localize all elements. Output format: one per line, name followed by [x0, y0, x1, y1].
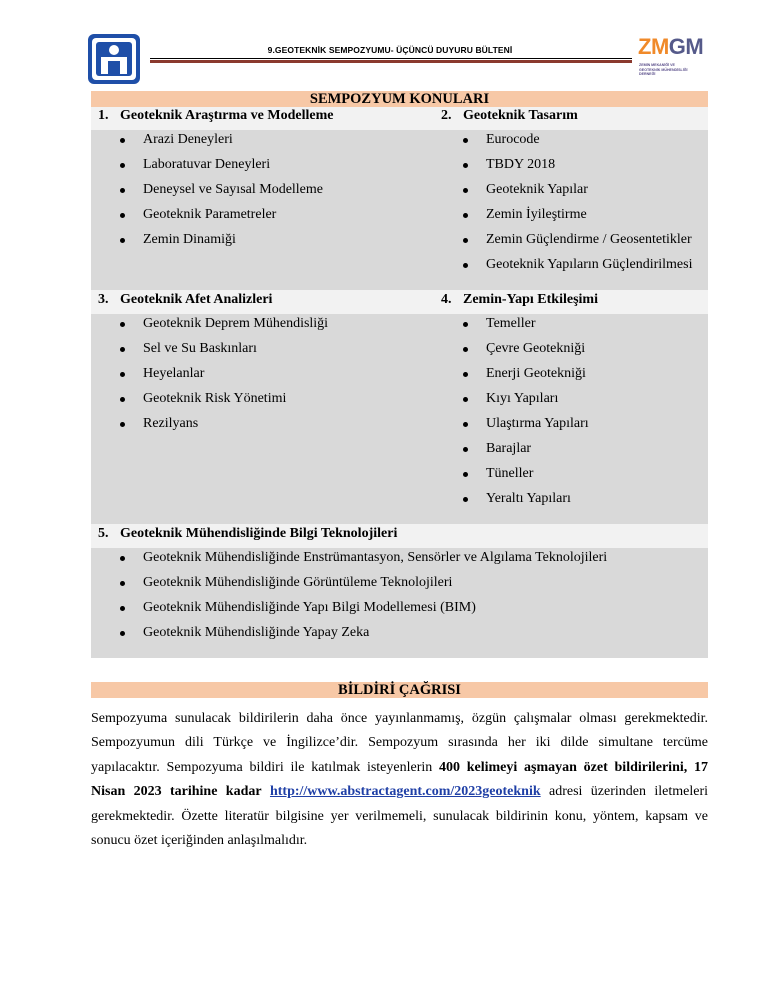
topic-item: Arazi Deneyleri [143, 132, 233, 148]
topic-item: Sel ve Su Baskınları [143, 341, 257, 357]
topic-item: Rezilyans [143, 416, 198, 432]
topic-item: Ulaştırma Yapıları [486, 416, 589, 432]
call-paragraph: Sempozyuma sunulacak bildirilerin daha önce yayınlanmamış, özgün çalışmalar olması gerekmektedir. Sempozyumun dili Türkçe ve İngilizce’dir. Sempozyum sırasında her iki dilde simultane tercüme yapılacaktır. Sempozyuma bildiri ile katılmak isteyenlerin 400 kelimeyi aşmayan özet bildirilerini, 17 Nisan 2023 tarihine kadar http://www.abstractagent.com/2023geoteknik adresi üzerinden iletmeleri gerekmektedir. Özette literatür bilgisine yer verilmemeli, sunulacak bildirinin konu, yöntem, kapsam ve sonucu özet içeriğinden anlaşılmalıdır. [91, 711, 709, 849]
deadline-text: 400 kelimeyi aşmayan özet bildirilerini, 17 Nisan 2023 tarihine kadar [91, 759, 708, 800]
zmgm-tagline: ZEMİN MEKANİĞİ VE GEOTEKNİK MÜHENDİSLİĞİ DERNEĞİ [639, 63, 688, 77]
topic-item: TBDY 2018 [486, 157, 555, 173]
bulletin-title: 9.GEOTEKNİK SEMPOZYUMU- ÜÇÜNCÜ DUYURU BÜLTENİ [267, 45, 513, 55]
topic-heading: 2. Geoteknik Tasarım [441, 108, 578, 123]
topic-heading: 4. Zemin-Yapı Etkileşimi [441, 292, 598, 307]
ibb-logo [87, 33, 141, 85]
zmgm-logo: ZMGM ZEMİN MEKANİĞİ VE GEOTEKNİK MÜHENDİSLİĞİ DERNEĞİ [638, 36, 716, 88]
topic-item: Enerji Geotekniği [486, 366, 586, 382]
topic-item: Geoteknik Deprem Mühendisliği [143, 316, 328, 332]
topic-item: Tüneller [486, 466, 533, 482]
topic-heading: 5. Geoteknik Mühendisliğinde Bilgi Teknolojileri [98, 526, 398, 541]
topic-item: Geoteknik Mühendisliğinde Yapı Bilgi Modellemesi (BIM) [143, 600, 476, 616]
topic-item: Yeraltı Yapıları [486, 491, 571, 507]
topic-item: Geoteknik Mühendisliğinde Enstrümantasyon, Sensörler ve Algılama Teknolojileri [143, 550, 607, 566]
topic-item: Geoteknik Mühendisliğinde Yapay Zeka [143, 625, 369, 641]
topic-item: Heyelanlar [143, 366, 204, 382]
topic-heading: 3. Geoteknik Afet Analizleri [98, 292, 273, 307]
abstract-submission-link[interactable]: http://www.abstractagent.com/2023geoteknik [269, 784, 541, 800]
topic-item: Geoteknik Yapılar [486, 182, 588, 198]
topic-item: Laboratuvar Deneyleri [143, 157, 270, 173]
call-banner: BİLDİRİ ÇAĞRISI [91, 682, 708, 698]
topic-item: Geoteknik Mühendisliğinde Görüntüleme Teknolojileri [143, 575, 452, 591]
header-rule-thick [150, 60, 632, 63]
header-rule [150, 58, 632, 59]
topic-item: Çevre Geotekniği [486, 341, 585, 357]
topic-item: Barajlar [486, 441, 531, 457]
topic-item: Geoteknik Risk Yönetimi [143, 391, 286, 407]
topic-item: Zemin Dinamiği [143, 232, 236, 248]
topic-item: Geoteknik Yapıların Güçlendirilmesi [486, 257, 692, 273]
topic-item: Temeller [486, 316, 536, 332]
topic-item: Kıyı Yapıları [486, 391, 558, 407]
topic-item: Eurocode [486, 132, 540, 148]
topic-item: Zemin Güçlendirme / Geosentetikler [486, 232, 692, 248]
topic-item: Deneysel ve Sayısal Modelleme [143, 182, 323, 198]
topic-item: Zemin İyileştirme [486, 207, 587, 223]
topic-item: Geoteknik Parametreler [143, 207, 276, 223]
topics-banner: SEMPOZYUM KONULARI [91, 91, 708, 107]
topic-heading: 1. Geoteknik Araştırma ve Modelleme [98, 108, 334, 123]
